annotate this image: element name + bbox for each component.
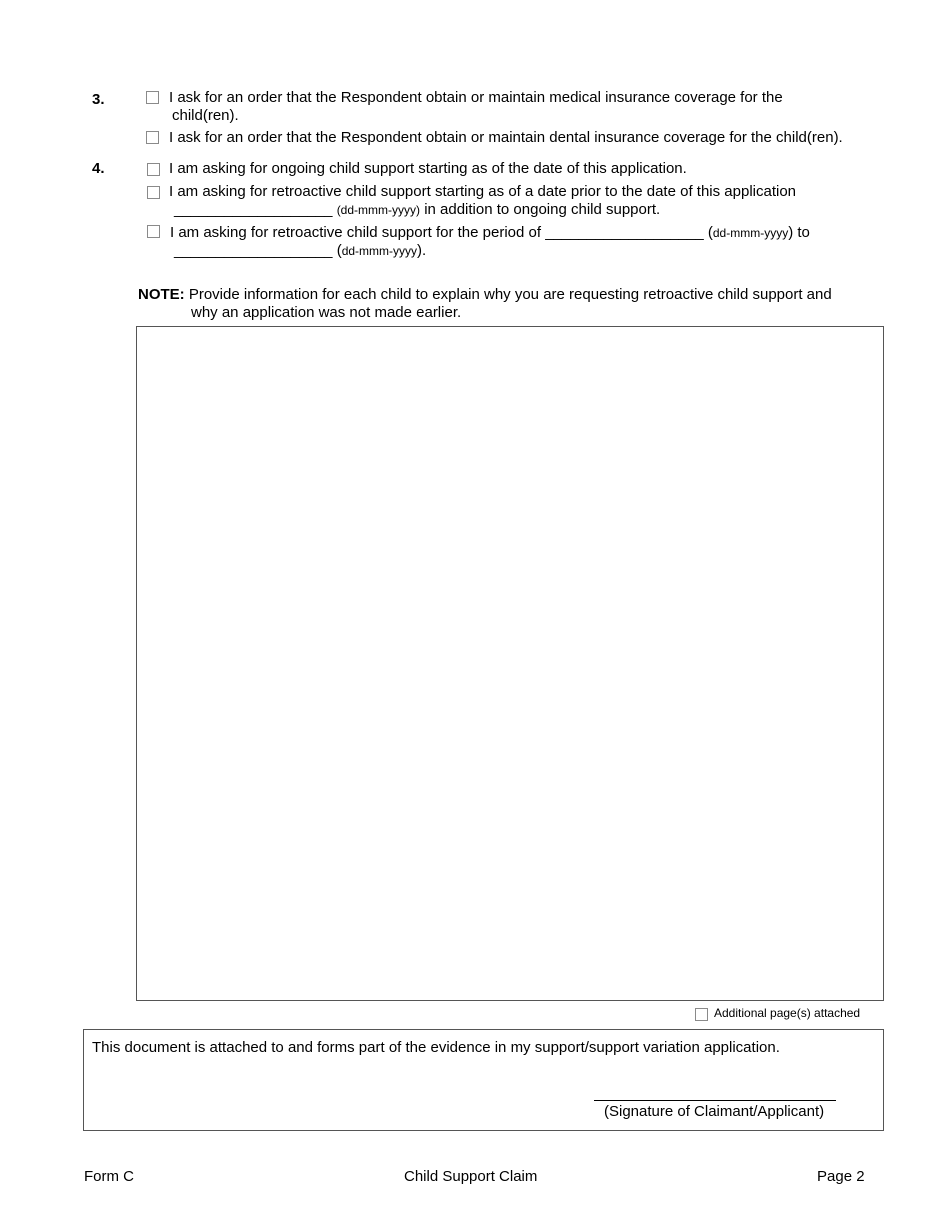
footer-page-number: Page 2 bbox=[817, 1168, 865, 1185]
date-format-close-paren: ). bbox=[417, 242, 427, 259]
retroactive-period-checkbox[interactable] bbox=[147, 225, 160, 238]
note-label: NOTE: bbox=[138, 286, 185, 303]
retroactive-period-start-blank[interactable]: ___________________ bbox=[545, 224, 704, 241]
date-format-open-paren: ( bbox=[707, 224, 713, 241]
retroactive-prior-date-suffix: in addition to ongoing child support. bbox=[424, 201, 661, 218]
retroactive-prior-date-checkbox[interactable] bbox=[147, 186, 160, 199]
note-text-line1: Provide information for each child to explain why you are requesting retroactive child support and bbox=[188, 286, 832, 303]
retroactive-prior-date-text-line1: I am asking for retroactive child support starting as of a date prior to the date of this application bbox=[169, 183, 797, 200]
medical-insurance-text-line2: child(ren). bbox=[172, 107, 239, 124]
dental-insurance-text: I ask for an order that the Respondent obtain or maintain dental insurance coverage for the child(ren). bbox=[169, 129, 843, 146]
footer-title: Child Support Claim bbox=[404, 1168, 538, 1185]
date-format-hint: (dd-mmm-yyyy) bbox=[336, 203, 421, 217]
ongoing-support-text: I am asking for ongoing child support starting as of the date of this application. bbox=[169, 160, 687, 177]
retroactive-period-prefix: I am asking for retroactive child support for the period of bbox=[170, 224, 542, 241]
note-line1 bbox=[138, 286, 832, 304]
section-4-number: 4. bbox=[92, 160, 105, 177]
note-text-line2: why an application was not made earlier. bbox=[191, 304, 462, 321]
signature-line[interactable] bbox=[594, 1100, 836, 1101]
footer-form-name: Form C bbox=[84, 1168, 134, 1185]
retroactive-explanation-textarea[interactable] bbox=[136, 326, 884, 1001]
retroactive-prior-date-line2 bbox=[174, 201, 660, 219]
retroactive-period-line2 bbox=[174, 242, 426, 260]
retroactive-period-line1 bbox=[170, 224, 810, 242]
date-format-hint: dd-mmm-yyyy bbox=[712, 226, 789, 240]
dental-insurance-checkbox[interactable] bbox=[146, 131, 159, 144]
signature-label: (Signature of Claimant/Applicant) bbox=[604, 1103, 825, 1120]
date-format-open-paren: ( bbox=[336, 242, 342, 259]
section-3-number: 3. bbox=[92, 91, 105, 108]
additional-pages-checkbox[interactable] bbox=[695, 1008, 708, 1021]
ongoing-support-checkbox[interactable] bbox=[147, 163, 160, 176]
medical-insurance-checkbox[interactable] bbox=[146, 91, 159, 104]
retroactive-start-date-blank[interactable]: ___________________ bbox=[174, 201, 333, 218]
date-format-hint: dd-mmm-yyyy bbox=[341, 244, 418, 258]
additional-pages-label: Additional page(s) attached bbox=[714, 1006, 861, 1020]
retroactive-period-end-blank[interactable]: ___________________ bbox=[174, 242, 333, 259]
date-format-close-to: ) to bbox=[788, 224, 810, 241]
evidence-statement-text: This document is attached to and forms part of the evidence in my support/support variation application. bbox=[92, 1039, 780, 1056]
medical-insurance-text-line1: I ask for an order that the Respondent obtain or maintain medical insurance coverage for the bbox=[169, 89, 783, 106]
